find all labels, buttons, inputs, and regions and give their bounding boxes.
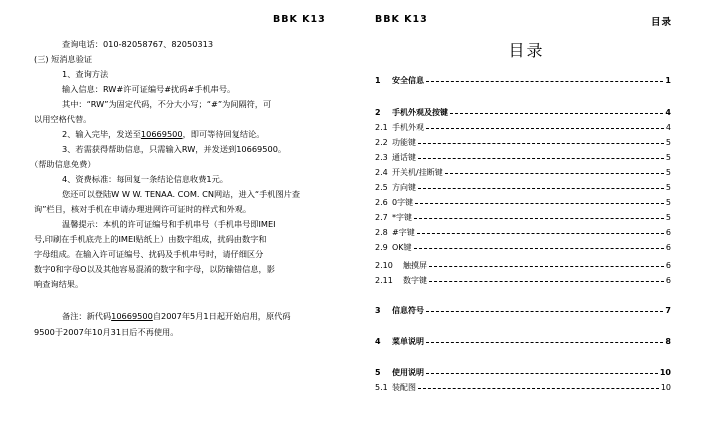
toc-number: 2.3 — [375, 153, 388, 162]
toc-number: 2.2 — [375, 138, 388, 147]
text-span: 自2007年5月1日起开始启用，原代码 — [152, 311, 291, 321]
toc-entry[interactable] — [375, 167, 671, 178]
text-line: 您还可以登陆W W W. TENAA. COM. CN网站，进入“手机图片查 — [62, 189, 301, 199]
leader-dots — [426, 81, 663, 82]
toc-label: 功能键 — [392, 138, 416, 147]
toc-page: 5 — [665, 198, 671, 207]
toc-label: 手机外观 — [392, 123, 424, 132]
text-line — [62, 311, 291, 322]
toc-label: 使用说明 — [392, 368, 424, 377]
text-span: 2、输入完毕，发送至 — [62, 129, 141, 139]
toc-title: 目录 — [508, 41, 545, 60]
sms-code: 10669500 — [140, 129, 183, 139]
text-line: 其中：“RW”为固定代码，不分大小写；“#”为间隔符，可 — [62, 99, 272, 109]
toc-label: #字键 — [392, 228, 415, 237]
toc-entry[interactable] — [375, 197, 671, 208]
toc-number: 2.6 — [375, 198, 388, 207]
toc-entry[interactable] — [375, 107, 671, 118]
text-line: 1、查询方法 — [62, 69, 109, 79]
toc-page: 5 — [665, 168, 671, 177]
toc-entry[interactable] — [375, 137, 671, 148]
right-page — [351, 0, 702, 434]
toc-entry[interactable] — [375, 382, 671, 393]
text-line — [62, 129, 264, 140]
toc-number: 2.4 — [375, 168, 388, 177]
text-line: 字母组成。在输入许可证编号、扰码及手机串号时，请仔细区分 — [34, 249, 264, 259]
toc-number: 2.9 — [375, 243, 388, 252]
toc-label: OK键 — [392, 243, 412, 252]
text-line: 4、资费标准：每回复一条结论信息收费1元。 — [62, 174, 228, 184]
leader-dots — [417, 233, 664, 234]
text-line: 3、若需获得帮助信息，只需输入RW，并发送到10669500。 — [62, 144, 287, 154]
toc-label: 开关机/挂断键 — [392, 168, 443, 177]
leader-dots — [426, 311, 663, 312]
text-line: 输入信息：RW#许可证编号#扰码#手机串号。 — [62, 84, 236, 94]
toc-page: 6 — [665, 228, 671, 237]
text-line: （帮助信息免费） — [30, 159, 96, 169]
toc-number: 2.5 — [375, 183, 388, 192]
leader-dots — [429, 281, 664, 282]
toc-page: 1 — [665, 76, 671, 85]
leader-dots — [418, 388, 659, 389]
toc-page: 10 — [659, 368, 671, 377]
toc-number: 2.1 — [375, 123, 388, 132]
toc-page: 6 — [665, 261, 671, 270]
leader-dots — [426, 342, 663, 343]
leader-dots — [429, 266, 664, 267]
toc-entry[interactable] — [375, 275, 671, 286]
right-page-header: BBK K13 — [375, 14, 428, 25]
toc-page: 10 — [660, 383, 671, 392]
toc-label: 手机外观及按键 — [392, 108, 448, 117]
toc-number: 3 — [375, 306, 381, 315]
toc-entry[interactable] — [375, 75, 671, 86]
leader-dots — [418, 158, 664, 159]
toc-entry[interactable] — [375, 227, 671, 238]
toc-number: 2.11 — [375, 276, 393, 285]
leader-dots — [415, 203, 664, 204]
text-line: 9500于2007年10月31日后不再使用。 — [34, 327, 179, 337]
toc-entry[interactable] — [375, 212, 671, 223]
leader-dots — [426, 128, 664, 129]
toc-page: 5 — [665, 213, 671, 222]
toc-number: 5 — [375, 368, 381, 377]
toc-page: 5 — [665, 183, 671, 192]
toc-number: 2 — [375, 108, 381, 117]
leader-dots — [450, 113, 663, 114]
toc-entry[interactable] — [375, 122, 671, 133]
toc-label: 方向键 — [392, 183, 416, 192]
toc-label: 装配图 — [392, 383, 416, 392]
toc-number: 2.8 — [375, 228, 388, 237]
leader-dots — [414, 248, 664, 249]
toc-label: 信息符号 — [392, 306, 424, 315]
sms-code: 10669500 — [111, 311, 153, 321]
text-line: 以用空格代替。 — [34, 114, 92, 124]
text-span: ，即可等待回复结论。 — [182, 129, 265, 139]
toc-page: 5 — [665, 138, 671, 147]
left-page-header: BBK K13 — [273, 14, 326, 25]
toc-label: 数字键 — [403, 276, 427, 285]
text-line: 询”栏目，核对手机在申请办理进网许可证时的样式和外观。 — [34, 204, 252, 214]
toc-entry[interactable] — [375, 182, 671, 193]
toc-entry[interactable] — [375, 260, 671, 271]
leader-dots — [418, 143, 664, 144]
toc-label: 菜单说明 — [392, 337, 424, 346]
toc-label: 触摸屏 — [403, 261, 427, 270]
toc-entry[interactable] — [375, 305, 671, 316]
toc-label: 通话键 — [392, 153, 416, 162]
toc-page: 7 — [665, 306, 671, 315]
text-line: 查询电话：010-82058767、82050313 — [62, 39, 214, 49]
toc-number: 2.7 — [375, 213, 388, 222]
toc-page: 4 — [665, 123, 671, 132]
toc-entry[interactable] — [375, 367, 671, 378]
toc-entry[interactable] — [375, 242, 671, 253]
toc-label: *字键 — [392, 213, 412, 222]
leader-dots — [418, 188, 664, 189]
toc-page: 6 — [665, 276, 671, 285]
toc-page: 5 — [665, 153, 671, 162]
toc-label: 0字键 — [392, 198, 414, 207]
toc-entry[interactable] — [375, 336, 671, 347]
text-line: 号,印刷在手机底壳上的IMEI贴纸上）由数字组成，扰码由数字和 — [34, 234, 267, 244]
toc-label: 安全信息 — [392, 76, 424, 85]
toc-number: 4 — [375, 337, 381, 346]
right-page-section-label: 目录 — [651, 17, 673, 28]
section-heading: (三) 短消息验证 — [34, 54, 93, 64]
toc-number: 2.10 — [375, 261, 393, 270]
toc-page: 8 — [665, 337, 671, 346]
leader-dots — [414, 218, 664, 219]
toc-entry[interactable] — [375, 152, 671, 163]
leader-dots — [426, 373, 658, 374]
leader-dots — [445, 173, 664, 174]
toc-page: 4 — [665, 108, 671, 117]
toc-page: 6 — [665, 243, 671, 252]
toc-number: 5.1 — [375, 383, 388, 392]
text-line: 温馨提示：本机的许可证编号和手机串号（手机串号即IMEI — [62, 219, 276, 229]
toc-number: 1 — [375, 76, 381, 85]
text-span: 备注：新代码 — [62, 311, 112, 321]
text-line: 数字0和字母O以及其他容易混淆的数字和字母，以防输错信息，影 — [34, 264, 275, 274]
text-line: 响查询结果。 — [34, 279, 84, 289]
